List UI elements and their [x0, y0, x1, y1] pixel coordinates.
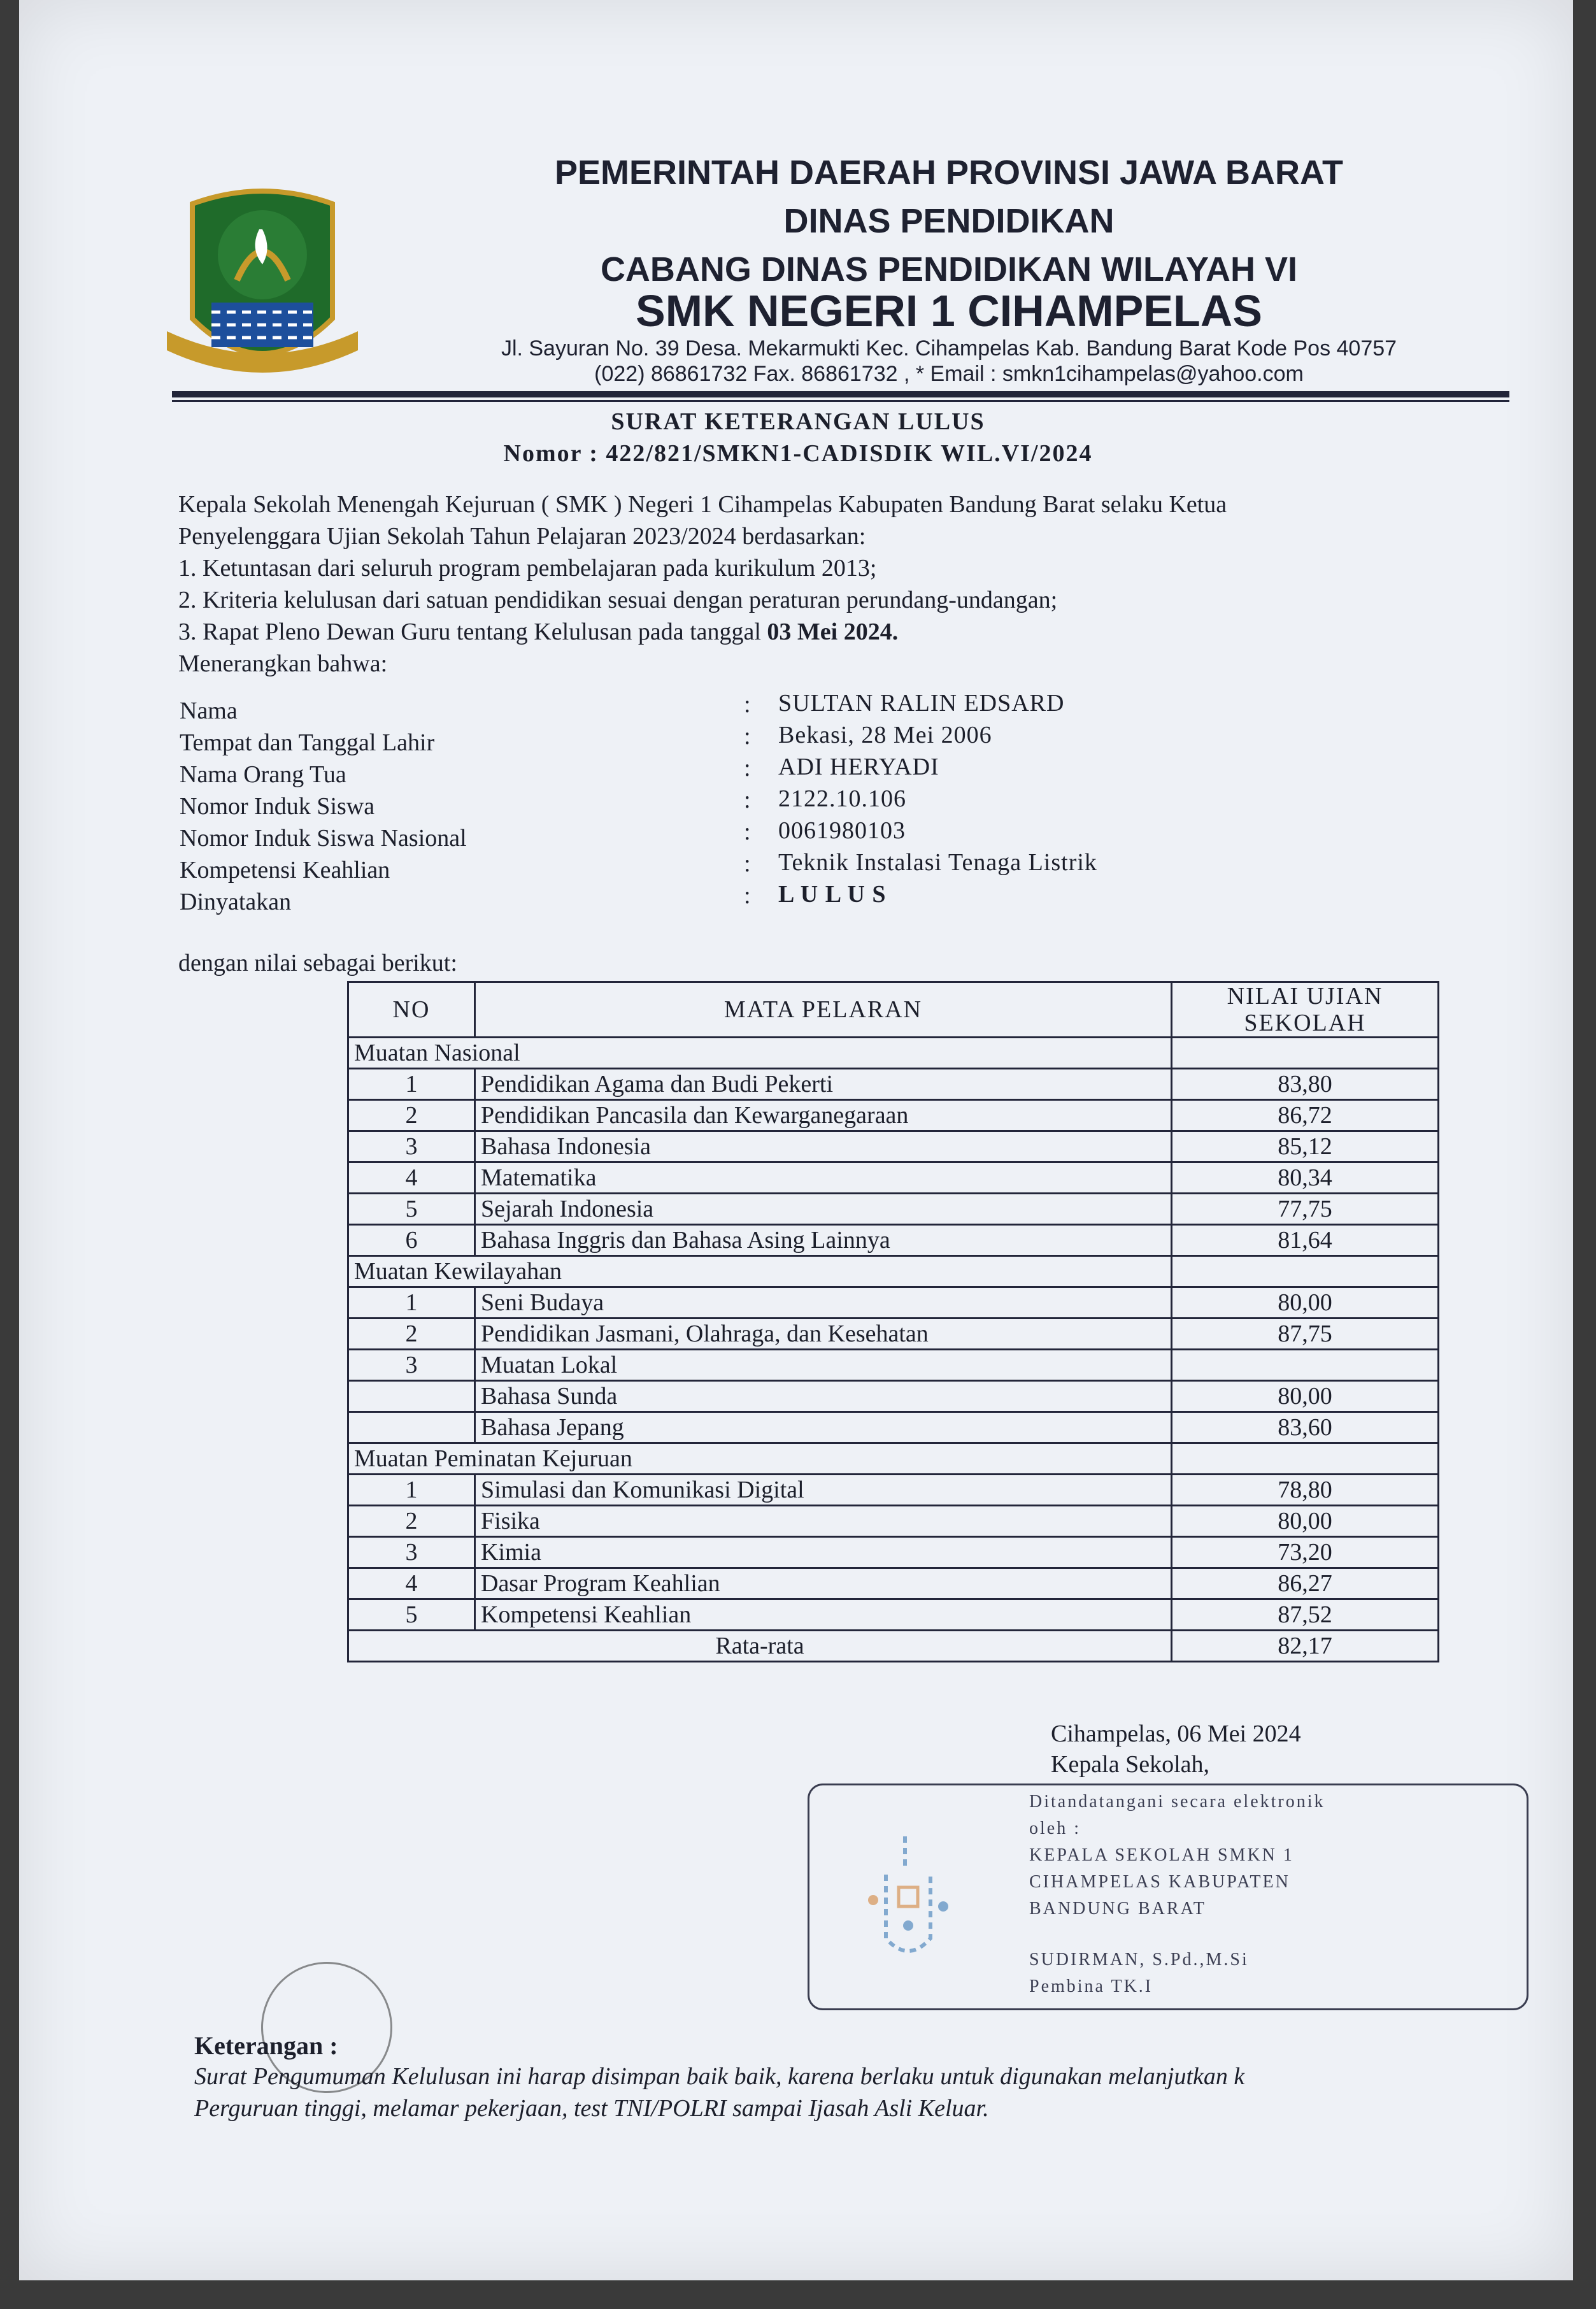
row-no: 1 [348, 1069, 475, 1100]
section-score [1172, 1038, 1439, 1069]
section-row [348, 1038, 1439, 1069]
field-value: Teknik Instalasi Tenaga Listrik [778, 849, 1097, 876]
header-address: Jl. Sayuran No. 39 Desa. Mekarmukti Kec. Cihampelas Kab. Bandung Barat Kode Pos 40757 [501, 336, 1397, 361]
table-row [348, 1131, 1439, 1162]
header-score-line-1: NILAI UJIAN [1227, 983, 1383, 1010]
row-subject: Seni Budaya [475, 1287, 1172, 1319]
header-subject: MATA PELARAN [475, 982, 1172, 1038]
note-line-1: Surat Pengumuman Kelulusan ini harap disimpan baik baik, karena berlaku untuk digunakan melanjutkan k [194, 2063, 1245, 2090]
section-row [348, 1256, 1439, 1287]
field-colon: : [744, 723, 751, 750]
row-no: 4 [348, 1568, 475, 1599]
table-row [348, 1599, 1439, 1631]
row-score: 80,00 [1172, 1506, 1439, 1537]
header-divider-thin [172, 400, 1509, 402]
row-no [348, 1412, 475, 1443]
table-row [348, 1568, 1439, 1599]
field-label: Dinyatakan [180, 889, 292, 915]
row-no: 5 [348, 1599, 475, 1631]
field-label: Nama [180, 697, 238, 724]
field-colon: : [744, 755, 751, 782]
table-row [348, 1350, 1439, 1381]
row-subject: Pendidikan Jasmani, Olahraga, dan Kesehatan [475, 1319, 1172, 1350]
row-subject: Matematika [475, 1162, 1172, 1194]
section-name: Muatan Peminatan Kejuruan [348, 1443, 1172, 1475]
jawa-barat-emblem-icon [167, 185, 358, 395]
table-row [348, 1287, 1439, 1319]
field-colon: : [744, 850, 751, 877]
field-value: SULTAN RALIN EDSARD [778, 690, 1065, 717]
section-name: Muatan Kewilayahan [348, 1256, 1172, 1287]
row-score: 85,12 [1172, 1131, 1439, 1162]
table-row [348, 1069, 1439, 1100]
header-contact: (022) 86861732 Fax. 86861732 , * Email : smkn1cihampelas@yahoo.com [594, 362, 1304, 386]
field-value: 2122.10.106 [778, 785, 906, 812]
header-no: NO [348, 982, 475, 1038]
average-label: Rata-rata [348, 1631, 1172, 1662]
field-value: Bekasi, 28 Mei 2006 [778, 722, 992, 748]
row-no: 1 [348, 1287, 475, 1319]
signature-qr-icon [848, 1830, 969, 1970]
row-score: 86,27 [1172, 1568, 1439, 1599]
intro-declare: Menerangkan bahwa: [178, 650, 388, 677]
row-no: 3 [348, 1537, 475, 1568]
place-date: Cihampelas, 06 Mei 2024 [1051, 1720, 1301, 1747]
row-score [1172, 1350, 1439, 1381]
signatory-role: Kepala Sekolah, [1051, 1751, 1210, 1778]
table-row [348, 1100, 1439, 1131]
field-value: ADI HERYADI [778, 754, 939, 780]
row-subject: Fisika [475, 1506, 1172, 1537]
esign-line-3: KEPALA SEKOLAH SMKN 1 [1029, 1845, 1294, 1865]
table-header-row [348, 982, 1439, 1038]
row-score: 81,64 [1172, 1225, 1439, 1256]
row-no: 1 [348, 1475, 475, 1506]
row-subject: Pendidikan Pancasila dan Kewarganegaraan [475, 1100, 1172, 1131]
electronic-signature-box [808, 1784, 1528, 2010]
field-label: Nama Orang Tua [180, 761, 346, 788]
intro-line-1: Kepala Sekolah Menengah Kejuruan ( SMK ) Negeri 1 Cihampelas Kabupaten Bandung Barat selaku Ketua [178, 491, 1227, 518]
table-row [348, 1537, 1439, 1568]
row-score: 73,20 [1172, 1537, 1439, 1568]
row-no: 4 [348, 1162, 475, 1194]
row-score: 80,00 [1172, 1381, 1439, 1412]
row-score: 80,00 [1172, 1287, 1439, 1319]
esign-line-2: oleh : [1029, 1819, 1081, 1838]
row-score: 86,72 [1172, 1100, 1439, 1131]
header-score-line-2: SEKOLAH [1244, 1010, 1366, 1036]
row-subject: Simulasi dan Komunikasi Digital [475, 1475, 1172, 1506]
header-branch: CABANG DINAS PENDIDIKAN WILAYAH VI [600, 250, 1298, 289]
row-no: 2 [348, 1506, 475, 1537]
header-divider [172, 391, 1509, 397]
row-subject: Bahasa Inggris dan Bahasa Asing Lainnya [475, 1225, 1172, 1256]
section-score [1172, 1443, 1439, 1475]
grades-intro: dengan nilai sebagai berikut: [178, 950, 457, 976]
table-row [348, 1412, 1439, 1443]
row-subject: Kimia [475, 1537, 1172, 1568]
row-subject: Muatan Lokal [475, 1350, 1172, 1381]
field-colon: : [744, 882, 751, 909]
row-no: 2 [348, 1319, 475, 1350]
row-subject: Bahasa Jepang [475, 1412, 1172, 1443]
intro-item-1: 1. Ketuntasan dari seluruh program pembelajaran pada kurikulum 2013; [178, 555, 877, 582]
section-name: Muatan Nasional [348, 1038, 1172, 1069]
table-row [348, 1475, 1439, 1506]
section-score [1172, 1256, 1439, 1287]
plenary-date: 03 Mei 2024. [767, 618, 899, 645]
intro-item-3-text: 3. Rapat Pleno Dewan Guru tentang Kelulusan pada tanggal [178, 618, 767, 645]
field-label: Nomor Induk Siswa [180, 793, 375, 820]
row-no: 5 [348, 1194, 475, 1225]
field-label: Nomor Induk Siswa Nasional [180, 825, 467, 852]
table-row [348, 1162, 1439, 1194]
header-agency: DINAS PENDIDIKAN [783, 202, 1115, 240]
intro-item-2: 2. Kriteria kelulusan dari satuan pendidikan sesuai dengan peraturan perundang-undangan; [178, 587, 1058, 613]
table-row [348, 1225, 1439, 1256]
row-subject: Bahasa Indonesia [475, 1131, 1172, 1162]
grades-table [347, 981, 1439, 1662]
esign-line-1: Ditandatangani secara elektronik [1029, 1792, 1325, 1812]
esign-line-4: CIHAMPELAS KABUPATEN [1029, 1872, 1290, 1892]
row-score: 83,80 [1172, 1069, 1439, 1100]
header-government: PEMERINTAH DAERAH PROVINSI JAWA BARAT [554, 154, 1344, 192]
row-subject: Kompetensi Keahlian [475, 1599, 1172, 1631]
row-subject: Bahasa Sunda [475, 1381, 1172, 1412]
field-value: L U L U S [778, 881, 887, 908]
header-score [1172, 982, 1439, 1038]
field-colon: : [744, 691, 751, 718]
row-score: 80,34 [1172, 1162, 1439, 1194]
row-score: 77,75 [1172, 1194, 1439, 1225]
section-row [348, 1443, 1439, 1475]
row-score: 78,80 [1172, 1475, 1439, 1506]
esign-line-5: BANDUNG BARAT [1029, 1899, 1206, 1919]
field-label: Kompetensi Keahlian [180, 857, 390, 883]
document-title: SURAT KETERANGAN LULUS [611, 408, 985, 435]
intro-item-3 [178, 618, 898, 646]
row-no: 3 [348, 1131, 475, 1162]
row-no: 2 [348, 1100, 475, 1131]
table-row [348, 1381, 1439, 1412]
row-subject: Sejarah Indonesia [475, 1194, 1172, 1225]
row-subject: Dasar Program Keahlian [475, 1568, 1172, 1599]
average-row [348, 1631, 1439, 1662]
average-value: 82,17 [1172, 1631, 1439, 1662]
table-row [348, 1194, 1439, 1225]
field-value: 0061980103 [778, 817, 906, 844]
field-label: Tempat dan Tanggal Lahir [180, 729, 435, 756]
table-row [348, 1506, 1439, 1537]
row-no [348, 1381, 475, 1412]
field-colon: : [744, 787, 751, 813]
row-score: 83,60 [1172, 1412, 1439, 1443]
table-row [348, 1319, 1439, 1350]
document-number: Nomor : 422/821/SMKN1-CADISDIK WIL.VI/2024 [503, 440, 1093, 467]
header-school-name: SMK NEGERI 1 CIHAMPELAS [636, 286, 1262, 336]
signatory-name: SUDIRMAN, S.Pd.,M.Si [1029, 1950, 1249, 1969]
signatory-rank: Pembina TK.I [1029, 1977, 1153, 1996]
row-score: 87,75 [1172, 1319, 1439, 1350]
field-colon: : [744, 819, 751, 845]
row-score: 87,52 [1172, 1599, 1439, 1631]
note-heading: Keterangan : [194, 2031, 338, 2060]
grades-body [348, 1038, 1439, 1662]
row-no: 6 [348, 1225, 475, 1256]
note-line-2: Perguruan tinggi, melamar pekerjaan, test TNI/POLRI sampai Ijasah Asli Keluar. [194, 2095, 989, 2122]
row-no: 3 [348, 1350, 475, 1381]
row-subject: Pendidikan Agama dan Budi Pekerti [475, 1069, 1172, 1100]
intro-line-2: Penyelenggara Ujian Sekolah Tahun Pelajaran 2023/2024 berdasarkan: [178, 523, 866, 550]
